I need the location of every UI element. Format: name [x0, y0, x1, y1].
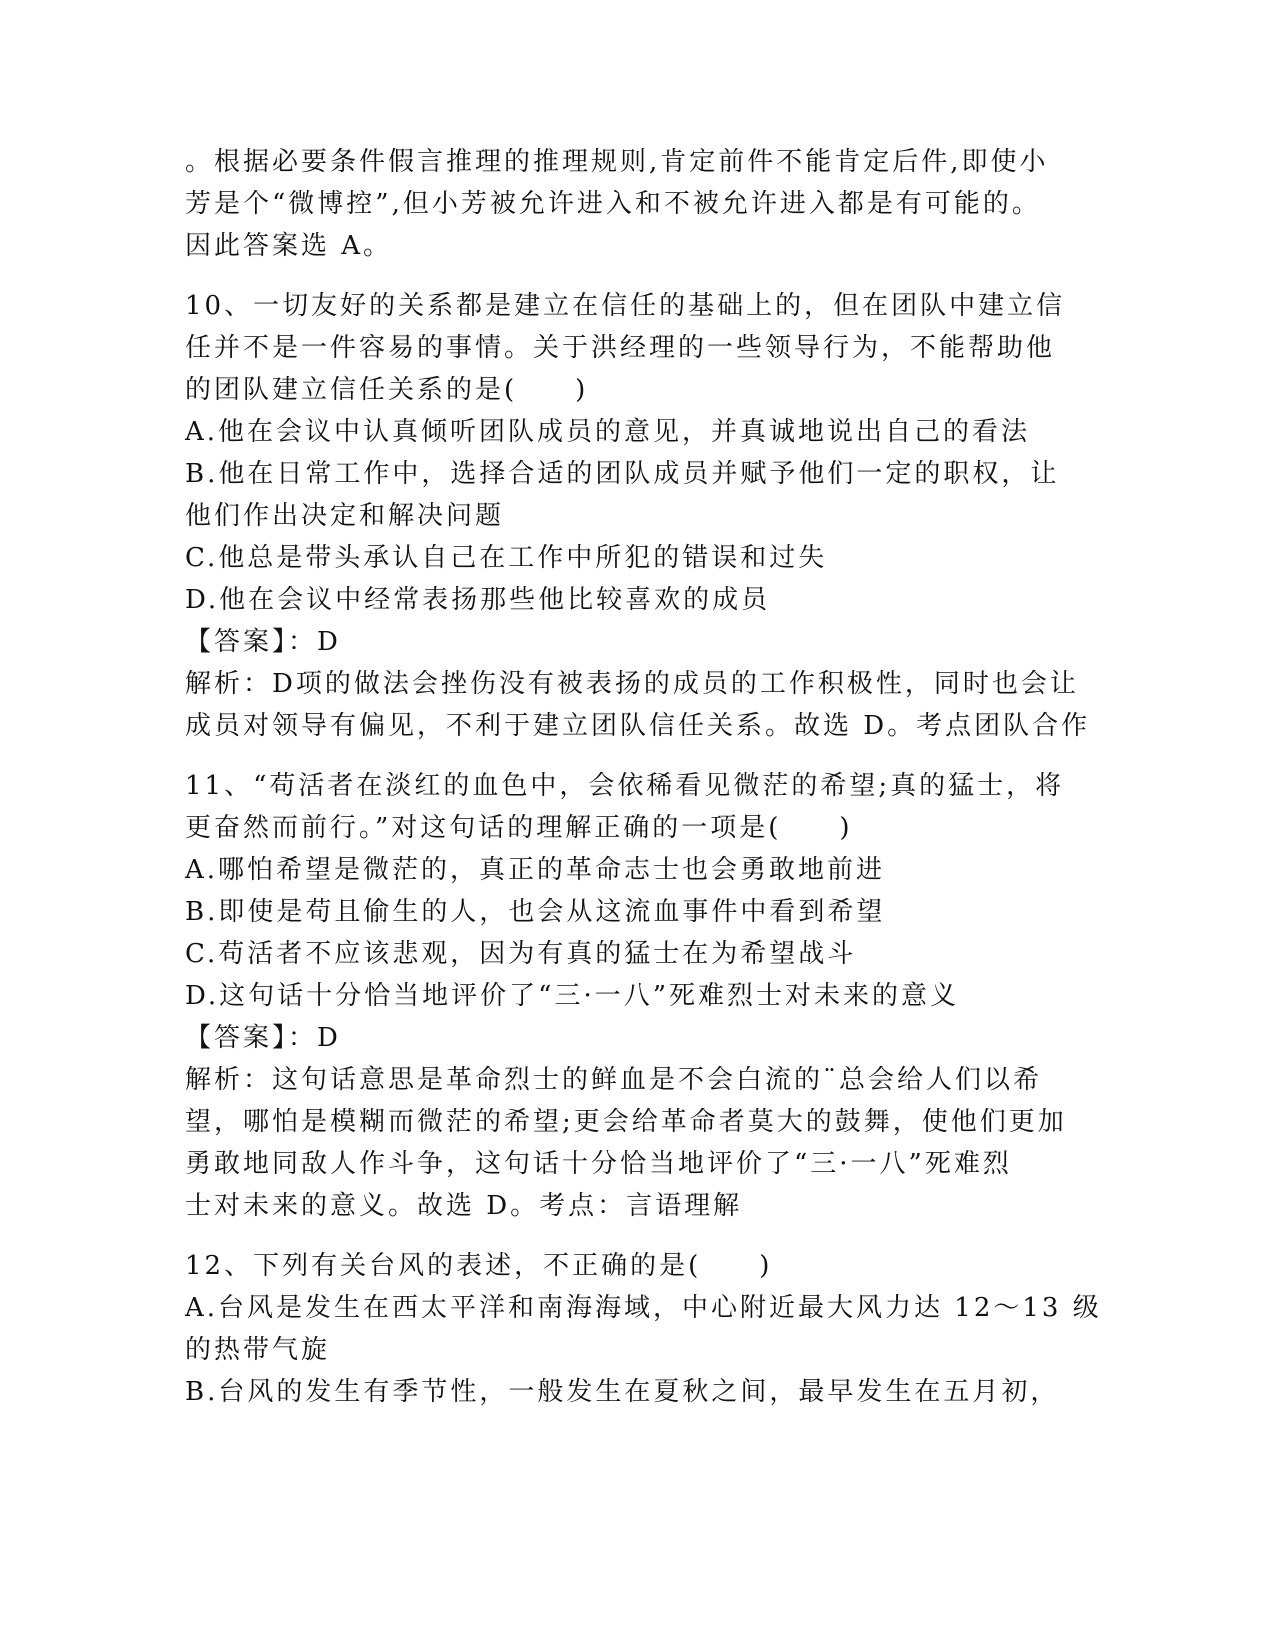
answer-line: 【答案】：D: [185, 627, 341, 657]
option-a: A.他在会议中认真倾听团队成员的意见，并真诚地说出自己的看法: [185, 417, 1031, 447]
paragraph-gap: [185, 1227, 1065, 1245]
option-a: A.哪怕希望是微茫的，真正的革命志士也会勇敢地前进: [185, 855, 886, 885]
analysis-line: 勇敢地同敌人作斗争，这句话十分恰当地评价了“三·一八”死难烈: [185, 1149, 1012, 1179]
analysis-line: 解析：D项的做法会挫伤没有被表扬的成员的工作积极性，同时也会让: [185, 669, 1079, 699]
question-stem-line: 更奋然而前行。”对这句话的理解正确的一项是( ): [185, 813, 853, 843]
analysis-line: 望，哪怕是模糊而微茫的希望;更会给革命者莫大的鼓舞，使他们更加: [185, 1107, 1067, 1137]
option-c: C.他总是带头承认自己在工作中所犯的错误和过失: [185, 543, 828, 573]
option-a-continued: 的热带气旋: [185, 1335, 331, 1365]
analysis-line: 士对未来的意义。故选 D。考点：言语理解: [185, 1191, 743, 1221]
question-stem-line: 的团队建立信任关系的是( ): [185, 375, 589, 405]
option-b: B.他在日常工作中，选择合适的团队成员并赋予他们一定的职权，让: [185, 459, 1060, 489]
analysis-line: 成员对领导有偏见，不利于建立团队信任关系。故选 D。考点团队合作: [185, 711, 1091, 741]
answer-line: 【答案】：D: [185, 1023, 341, 1053]
paragraph-gap: [185, 747, 1065, 765]
option-d: D.他在会议中经常表扬那些他比较喜欢的成员: [185, 585, 771, 615]
text-line: 因此答案选 A。: [185, 231, 393, 261]
document-page: [185, 141, 1102, 1413]
text-line: 。根据必要条件假言推理的推理规则,肯定前件不能肯定后件,即使小: [185, 147, 1049, 177]
analysis-line: 解析：这句话意思是革命烈士的鲜血是不会白流的¨总会给人们以希: [185, 1065, 1043, 1095]
question-stem-line: 12、下列有关台风的表述，不正确的是( ): [185, 1251, 773, 1281]
option-d: D.这句话十分恰当地评价了“三·一八”死难烈士对未来的意义: [185, 981, 960, 1011]
option-c: C.苟活者不应该悲观，因为有真的猛士在为希望战斗: [185, 939, 857, 969]
question-stem-line: 10、一切友好的关系都是建立在信任的基础上的，但在团队中建立信: [185, 291, 1066, 321]
option-b: B.台风的发生有季节性，一般发生在夏秋之间，最早发生在五月初，: [185, 1377, 1060, 1407]
text-line: 芳是个“微博控”,但小芳被允许进入和不被允许进入都是有可能的。: [185, 189, 1041, 219]
question-12: [185, 1245, 1102, 1413]
option-b-continued: 他们作出决定和解决问题: [185, 501, 505, 531]
option-a: A.台风是发生在西太平洋和南海海域，中心附近最大风力达 12～13 级: [185, 1293, 1102, 1323]
paragraph-gap: [185, 267, 1065, 285]
question-stem-line: 任并不是一件容易的事情。关于洪经理的一些领导行为，不能帮助他: [185, 333, 1056, 363]
previous-analysis-continuation: [185, 141, 1065, 267]
question-stem-line: 11、“苟活者在淡红的血色中，会依稀看见微茫的希望;真的猛士，将: [185, 771, 1065, 801]
option-b: B.即使是苟且偷生的人，也会从这流血事件中看到希望: [185, 897, 886, 927]
question-10: [185, 285, 1091, 747]
question-11: [185, 765, 1065, 1227]
